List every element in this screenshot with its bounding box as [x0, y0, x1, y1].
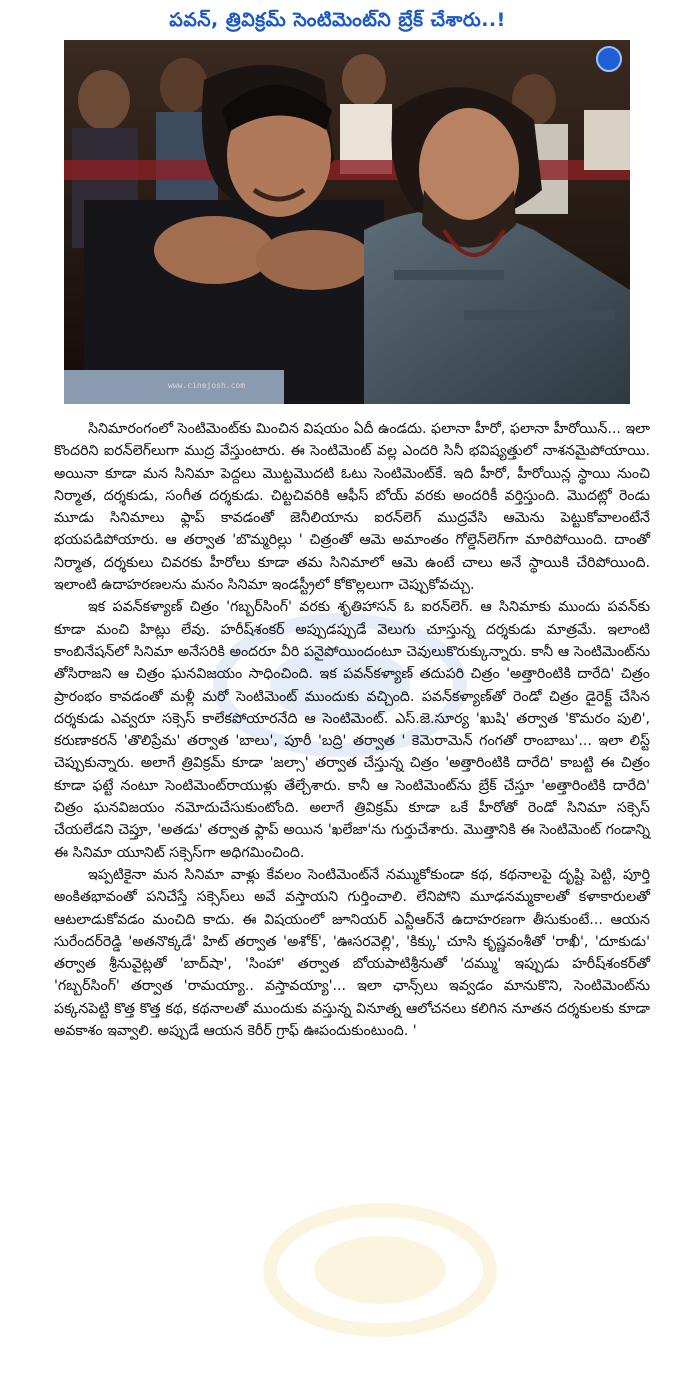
- photo-of-two-men-talking-icon: [64, 40, 630, 404]
- cinejosh-logo-watermark-icon: [260, 1200, 500, 1340]
- article-body: [54, 418, 650, 1042]
- article-paragraph: ఇప్పటికైనా మన సినిమా వాళ్లు కేవలం సెంటిమెంట్‌నే నమ్ముకోకుండా కథ, కథనాలపై దృష్టి పెట్టి, పూర్తి అంకితభావంతో పనిచేస్తే సక్సెస్‌లు అవే వస్తాయని గుర్తించాలి. లేనిపోని మూఢనమ్మకాలతో కళాకారులతో ఆటలాడుకోవడం మంచిది కాదు. ఈ విషయంలో జూనియర్ ఎన్టీఆర్‌నే ఉదాహరణగా తీసుకుంటే... ఆయన సురేందర్‌రెడ్డి 'అతనొక్కడే' హిట్ తర్వాత 'అశోక్', 'ఊసరవెల్లి', 'కిక్కు' చూసి కృష్ణవంశీతో 'రాఖీ', 'దూకుడు' తర్వాత శ్రీనువైట్లతో 'బాద్‌షా', 'సింహా' తర్వాత బోయపాటిశ్రీనుతో 'దమ్ము' ఇప్పుడు హరీష్‌శంకర్‌తో 'గబ్బర్‌సింగ్' తర్వాత 'రామయ్యా.. వస్తావయ్యా'... ఇలా ఛాన్స్‌లు ఇవ్వడం మానుకొని, సెంటిమెంట్‌ను పక్కనపెట్టి కొత్త కొత్త కథ, కథనాలతో ముందుకు వస్తున్న వినూత్న ఆలోచనలు కలిగిన నూతన దర్శకులకు కూడా అవకాశం ఇవ్వాలి. అప్పుడే ఆయన కెరీర్ గ్రాఫ్ ఊపందుకుంటుంది. ': [54, 866, 650, 1040]
- article-headline: పవన్, త్రివిక్రమ్ సెంటిమెంట్‌ని బ్రేక్ చేశారు..!: [169, 9, 506, 31]
- article-paragraph: సినిమారంగంలో సెంటిమెంట్‌కు మించిన విషయం ఏదీ ఉండదు. ఫలానా హీరో, ఫలానా హీరోయిన్... ఇలా కొందరిని ఐరన్‌లెగ్‌లుగా ముద్ర వేస్తుంటారు. ఈ సెంటిమెంట్ వల్ల ఎందరి సినీ భవిష్యత్తులో నాశనమైపోయాయి. అయినా కూడా మన సినిమా పెద్దలు మొట్టమొదటి ఓటు సెంటిమెంట్‌కే. ఇది హీరో, హీరోయిన్ల స్థాయి నుంచి నిర్మాత, దర్శకుడు, సంగీత దర్శకుడు. చిట్టచివరికి ఆఫీస్ బోయ్ వరకు అందరికీ వర్తిస్తుంది. మొదట్లో రెండు మూడు సినిమాలు ఫ్లాప్ కావడంతో జెనీలియాను ఐరన్‌లెగ్ ముద్రవేసి ఆమెను పెట్టుకోవాలంటేనే భయపడిపోయారు. ఆ తర్వాత 'బొమ్మరిల్లు ' చిత్రంతో ఆమె అమాంతం గోల్డెన్‌లెగ్‌గా మారిపోయింది. దాంతో నిర్మాత, దర్శకులు చివరకు హీరోలు కూడా తమ సినిమాలో ఆమె ఉంటే చాలు అనే స్థాయికి చేరిపోయింది. ఇలాంటి ఉదాహరణలను మనం సినిమా ఇండస్ట్రీలో కోకొల్లలుగా చెప్పుకోవచ్చు.: [54, 421, 650, 594]
- article-photo: [64, 40, 630, 404]
- cinejosh-logo-icon: [596, 46, 622, 72]
- photo-credit: www.cinejosh.com: [168, 381, 246, 390]
- article-paragraph: ఇక పవన్‌కళ్యాణ్ చిత్రం 'గబ్బర్‌సింగ్' వరకు శృతిహాసన్ ఓ ఐరన్‌లెగ్. ఆ సినిమాకు ముందు పవన్‌కు కూడా మంచి హిట్లు లేవు. హరీష్‌శంకర్ అప్పుడప్పుడే వెలుగు చూస్తున్న దర్శకుడు మాత్రమే. ఇలాంటి కాంబినేషన్‌లో సినిమా అనేసరికి అందరూ వీరి పనైపోయిందంటూ చెవులుకొరుక్కున్నారు. కానీ ఆ సెంటిమెంట్‌ను తోసిరాజని ఆ చిత్రం ఘనవిజయం సాధించింది. ఇక పవన్‌కళ్యాణ్ తదుపరి చిత్రం 'అత్తారింటికి దారేది' చిత్రం ప్రారంభం కావడంతో మళ్లీ మరో సెంటిమెంట్ ముందుకు వచ్చింది. పవన్‌కళ్యాణ్‌తో రెండో చిత్రం డైరెక్ట్ చేసిన దర్శకుడు ఎవ్వరూ సక్సెస్ కాలేకపోయారనేది ఆ సెంటిమెంట్. ఎస్.జె.సూర్య 'ఖుషి' తర్వాత 'కొమరం పులి', కరుణాకరన్ 'తొలిప్రేమ' తర్వాత 'బాలు', పూరీ 'బద్రి' తర్వాత ' కెమెరామెన్ గంగతో రాంబాబు'... ఇలా లిస్ట్ చెప్పుకున్నారు. అలాగే త్రివిక్రమ్ కూడా 'జల్సా' తర్వాత చేస్తున్న చిత్రం 'అత్తారింటికి దారేది' కాబట్టి ఈ చిత్రం కూడా ఫట్టే నంటూ సెంటిమెంట్‌రాయుళ్లు తేల్చేశారు. కానీ ఆ సెంటిమెంట్‌ను బ్రేక్ చేస్తూ 'అత్తారింటికి దారేది' చిత్రం ఘనవిజయం నమోదుచేసుకుంటోంది. అలాగే త్రివిక్రమ్ కూడా ఒకే హీరోతో రెండో సినిమా సక్సెస్ చేయలేడని చెప్తూ, 'అతడు' తర్వాత ఫ్లాప్ అయిన 'ఖలేజా'ను గుర్తుచేశారు. మొత్తానికి ఈ సెంటిమెంట్ గండాన్ని ఈ సినిమా యూనిట్ సక్సెస్‌గా అధిగమించింది.: [54, 599, 650, 861]
